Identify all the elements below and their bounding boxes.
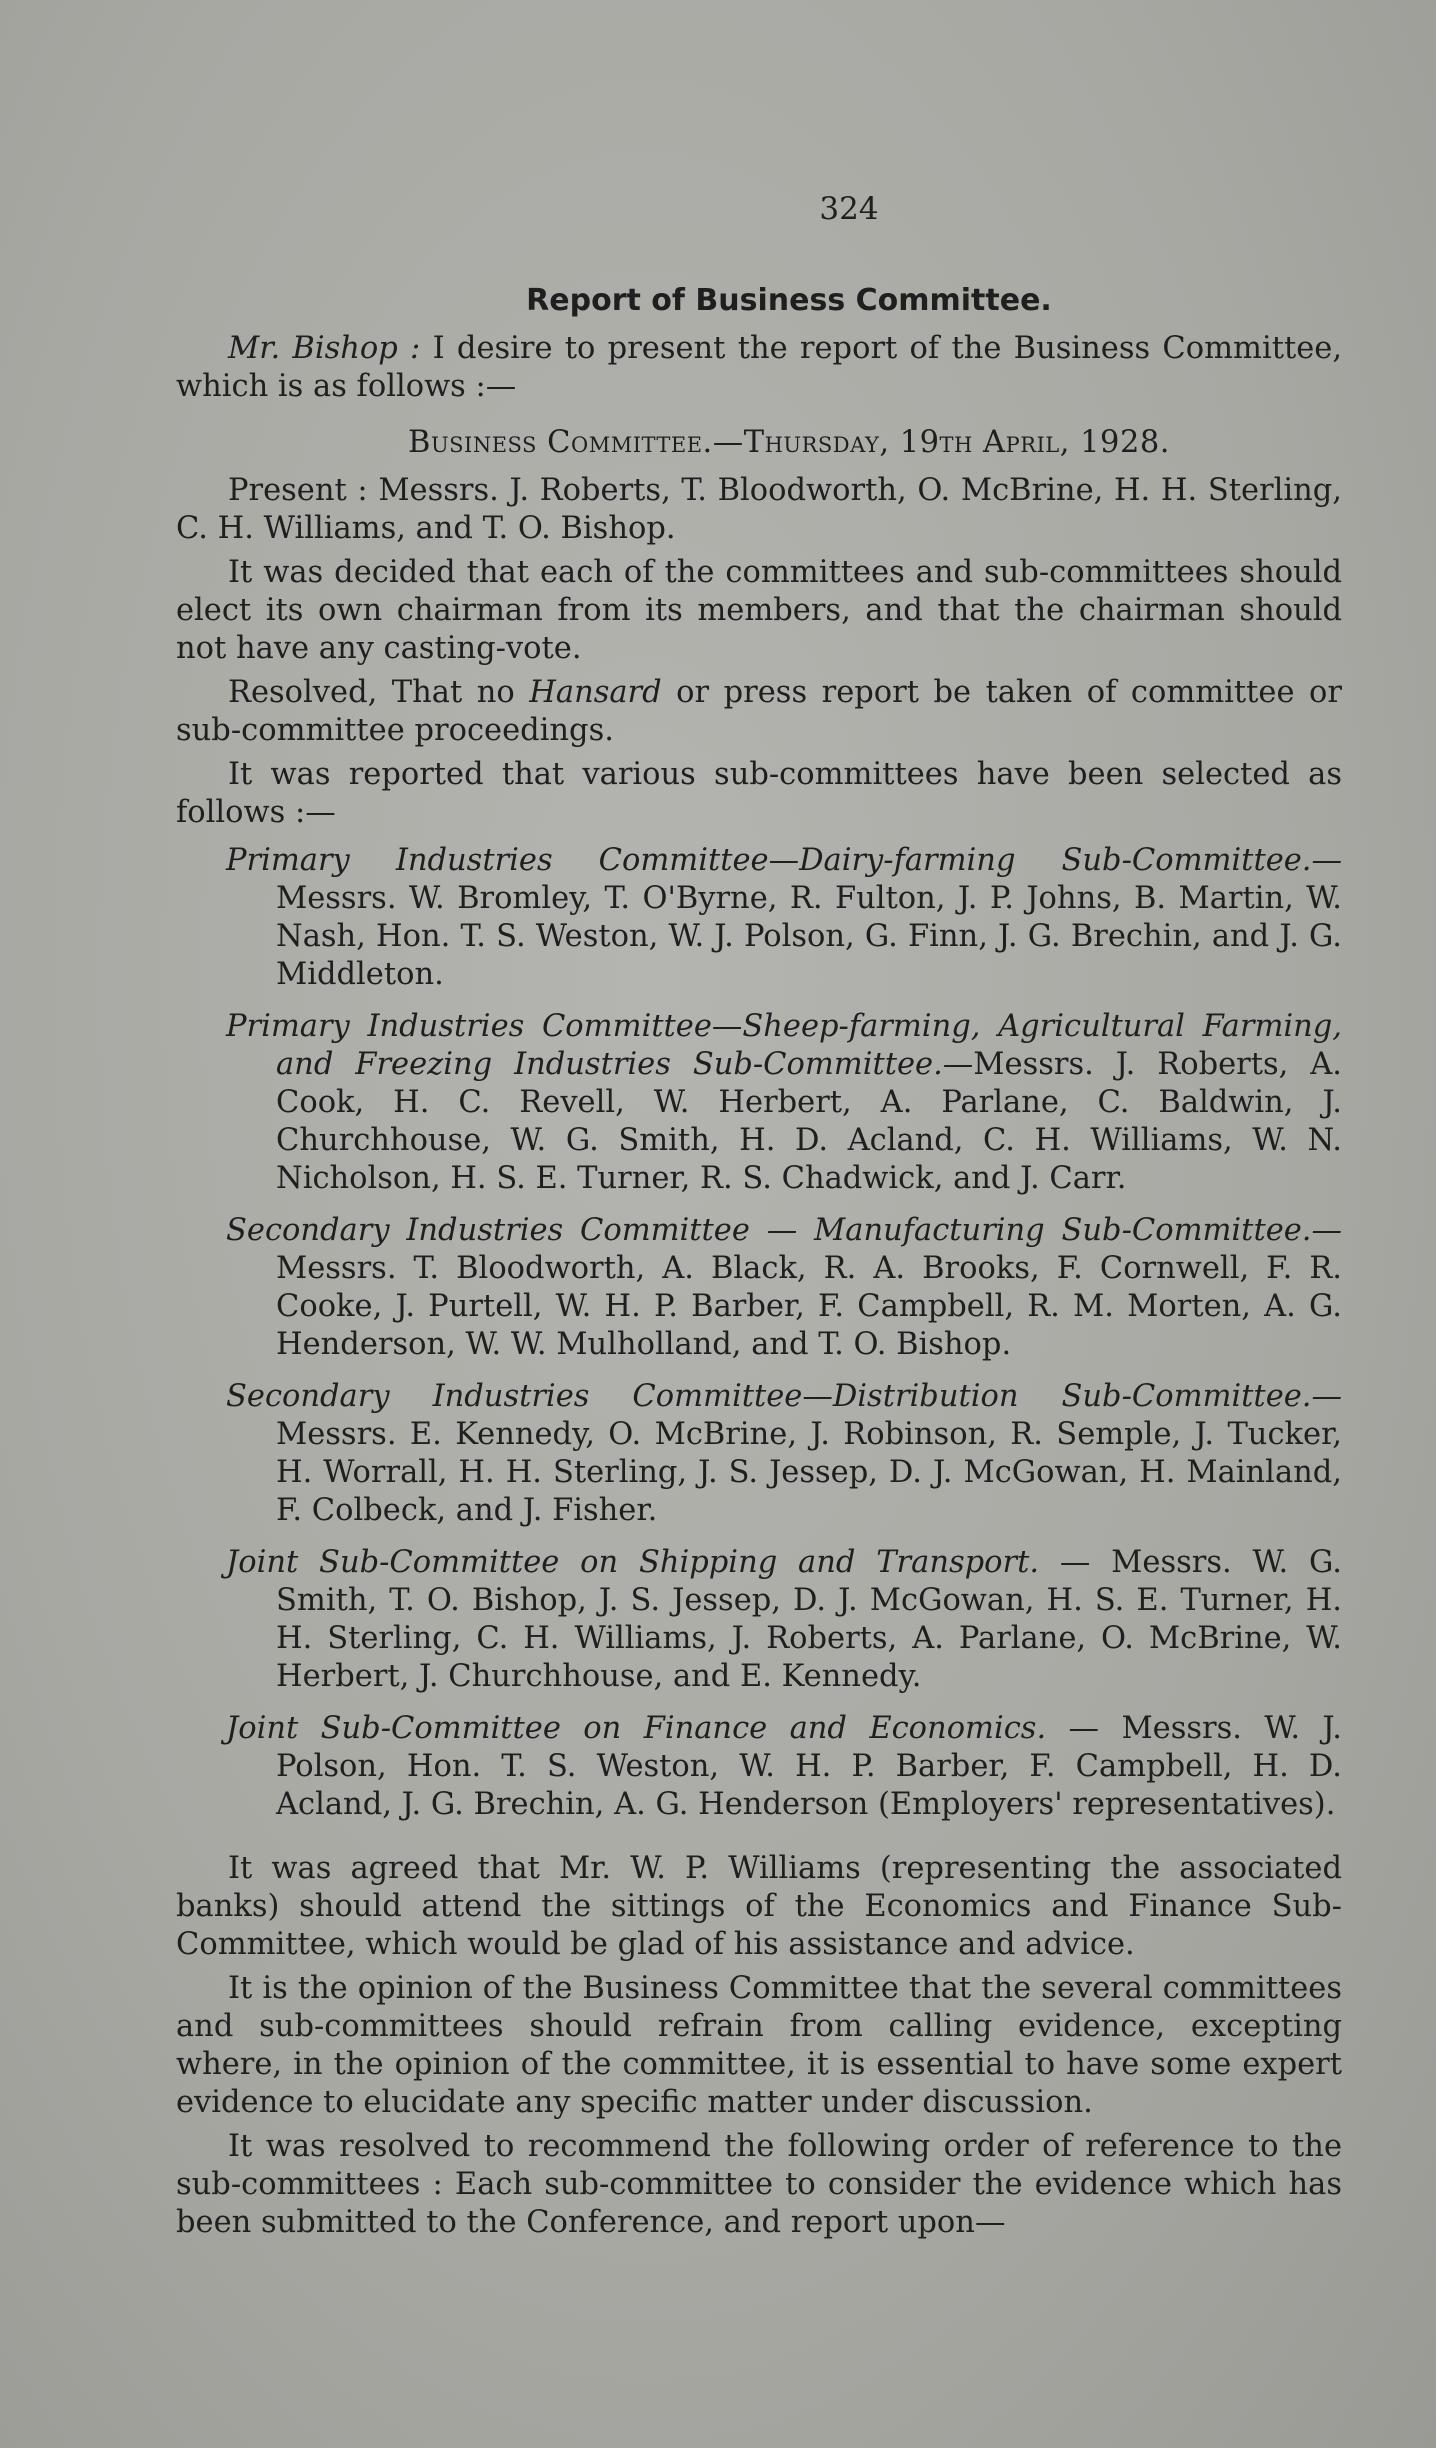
committee-head: Primary Industries Committee—Dairy-farming Sub-Committee.— [226,843,1342,878]
present-paragraph: Present : Messrs. J. Roberts, T. Bloodworth, O. McBrine, H. H. Sterling, C. H. Williams, and T. O. Bishop. [176,473,1342,546]
intro-text: I desire to present the report of the Business Committee, which is as follows :— [176,331,1343,404]
committee-head: Secondary Industries Committee—Distribution Sub-Committee.— [226,1379,1342,1414]
report-title: Report of Business Committee. [526,283,1052,318]
committee-members: Messrs. J. Roberts, A. Cook, H. C. Revell, W. Herbert, A. Parlane, C. Baldwin, J. Churchhouse, W. G. Smith, H. D. Acland, C. H. Williams, W. N. Nicholson, H. S. E. Turner, R. S. Chadwick, and J. Carr. [276,1047,1342,1196]
resolved-before: Resolved, That no [228,675,530,710]
speaker-name: Mr. Bishop : [228,331,421,366]
meeting-heading: Business Committee.—Thursday, 19th April, 1928. [408,425,1170,460]
order-of-reference-paragraph: It was resolved to recommend the following order of reference to the sub-committees : Each sub-committee to consider the evidence which has been submitted to the Conference, and report upon— [176,2129,1342,2240]
committee-members: Messrs. W. J. Polson, Hon. T. S. Weston, W. H. P. Barber, F. Campbell, H. D. Acland, J. G. Brechin, A. G. Henderson (Employers' representatives). [276,1711,1342,1822]
committee-members: Messrs. W. Bromley, T. O'Byrne, R. Fulton, J. P. Johns, B. Martin, W. Nash, Hon. T. S. Weston, W. J. Polson, G. Finn, J. G. Brechin, and J. G. Middleton. [276,881,1342,992]
committee-entry [176,842,1342,994]
committee-head: Joint Sub-Committee on Shipping and Transport. — [226,1545,1112,1580]
committee-members: Messrs. W. G. Smith, T. O. Bishop, J. S. Jessep, D. J. McGowan, H. S. E. Turner, H. H. Sterling, C. H. Williams, J. Roberts, A. Parlane, O. McBrine, W. Herbert, J. Churchhouse, and E. Kennedy. [276,1545,1342,1694]
committee-entry [176,1008,1342,1198]
committee-members: Messrs. T. Bloodworth, A. Black, R. A. Brooks, F. Cornwell, F. R. Cooke, J. Purtell, W. H. P. Barber, F. Campbell, R. M. Morten, A. G. Henderson, W. W. Mulholland, and T. O. Bishop. [276,1251,1342,1362]
agreed-paragraph: It was agreed that Mr. W. P. Williams (representing the associated banks) should attend the sittings of the Economics and Finance Sub-Committee, which would be glad of his assistance and advice. [176,1851,1342,1962]
committee-entry [176,1710,1342,1824]
intro-paragraph [176,330,1342,406]
reported-paragraph: It was reported that various sub-committees have been selected as follows :— [176,757,1342,830]
committee-head: Joint Sub-Committee on Finance and Economics. — [226,1711,1122,1746]
document-page [176,190,1342,2248]
committee-entry [176,1378,1342,1530]
committee-head: Primary Industries Committee—Sheep-farming, Agricultural Farming, and Freezing Industries Sub-Committee.— [226,1009,1342,1082]
committee-entry [176,1544,1342,1696]
opinion-paragraph: It is the opinion of the Business Committee that the several committees and sub-committees should refrain from calling evidence, excepting where, in the opinion of the committee, it is essential to have some expert evidence to elucidate any specific matter under discussion. [176,1971,1342,2120]
committee-members: Messrs. E. Kennedy, O. McBrine, J. Robinson, R. Semple, J. Tucker, H. Worrall, H. H. Sterling, J. S. Jessep, D. J. McGowan, H. Mainland, F. Colbeck, and J. Fisher. [276,1417,1342,1528]
resolved-italic: Hansard [529,675,662,710]
resolved-paragraph [176,674,1342,750]
decided-paragraph: It was decided that each of the committees and sub-committees should elect its own chairman from its members, and that the chairman should not have any casting-vote. [176,555,1342,666]
committee-list [176,842,1342,1824]
committee-head: Secondary Industries Committee — Manufacturing Sub-Committee.— [226,1213,1342,1248]
resolved-after: or press report be taken of committee or sub-committee proceedings. [176,675,1342,748]
committee-entry [176,1212,1342,1364]
page-number: 324 [819,191,879,227]
